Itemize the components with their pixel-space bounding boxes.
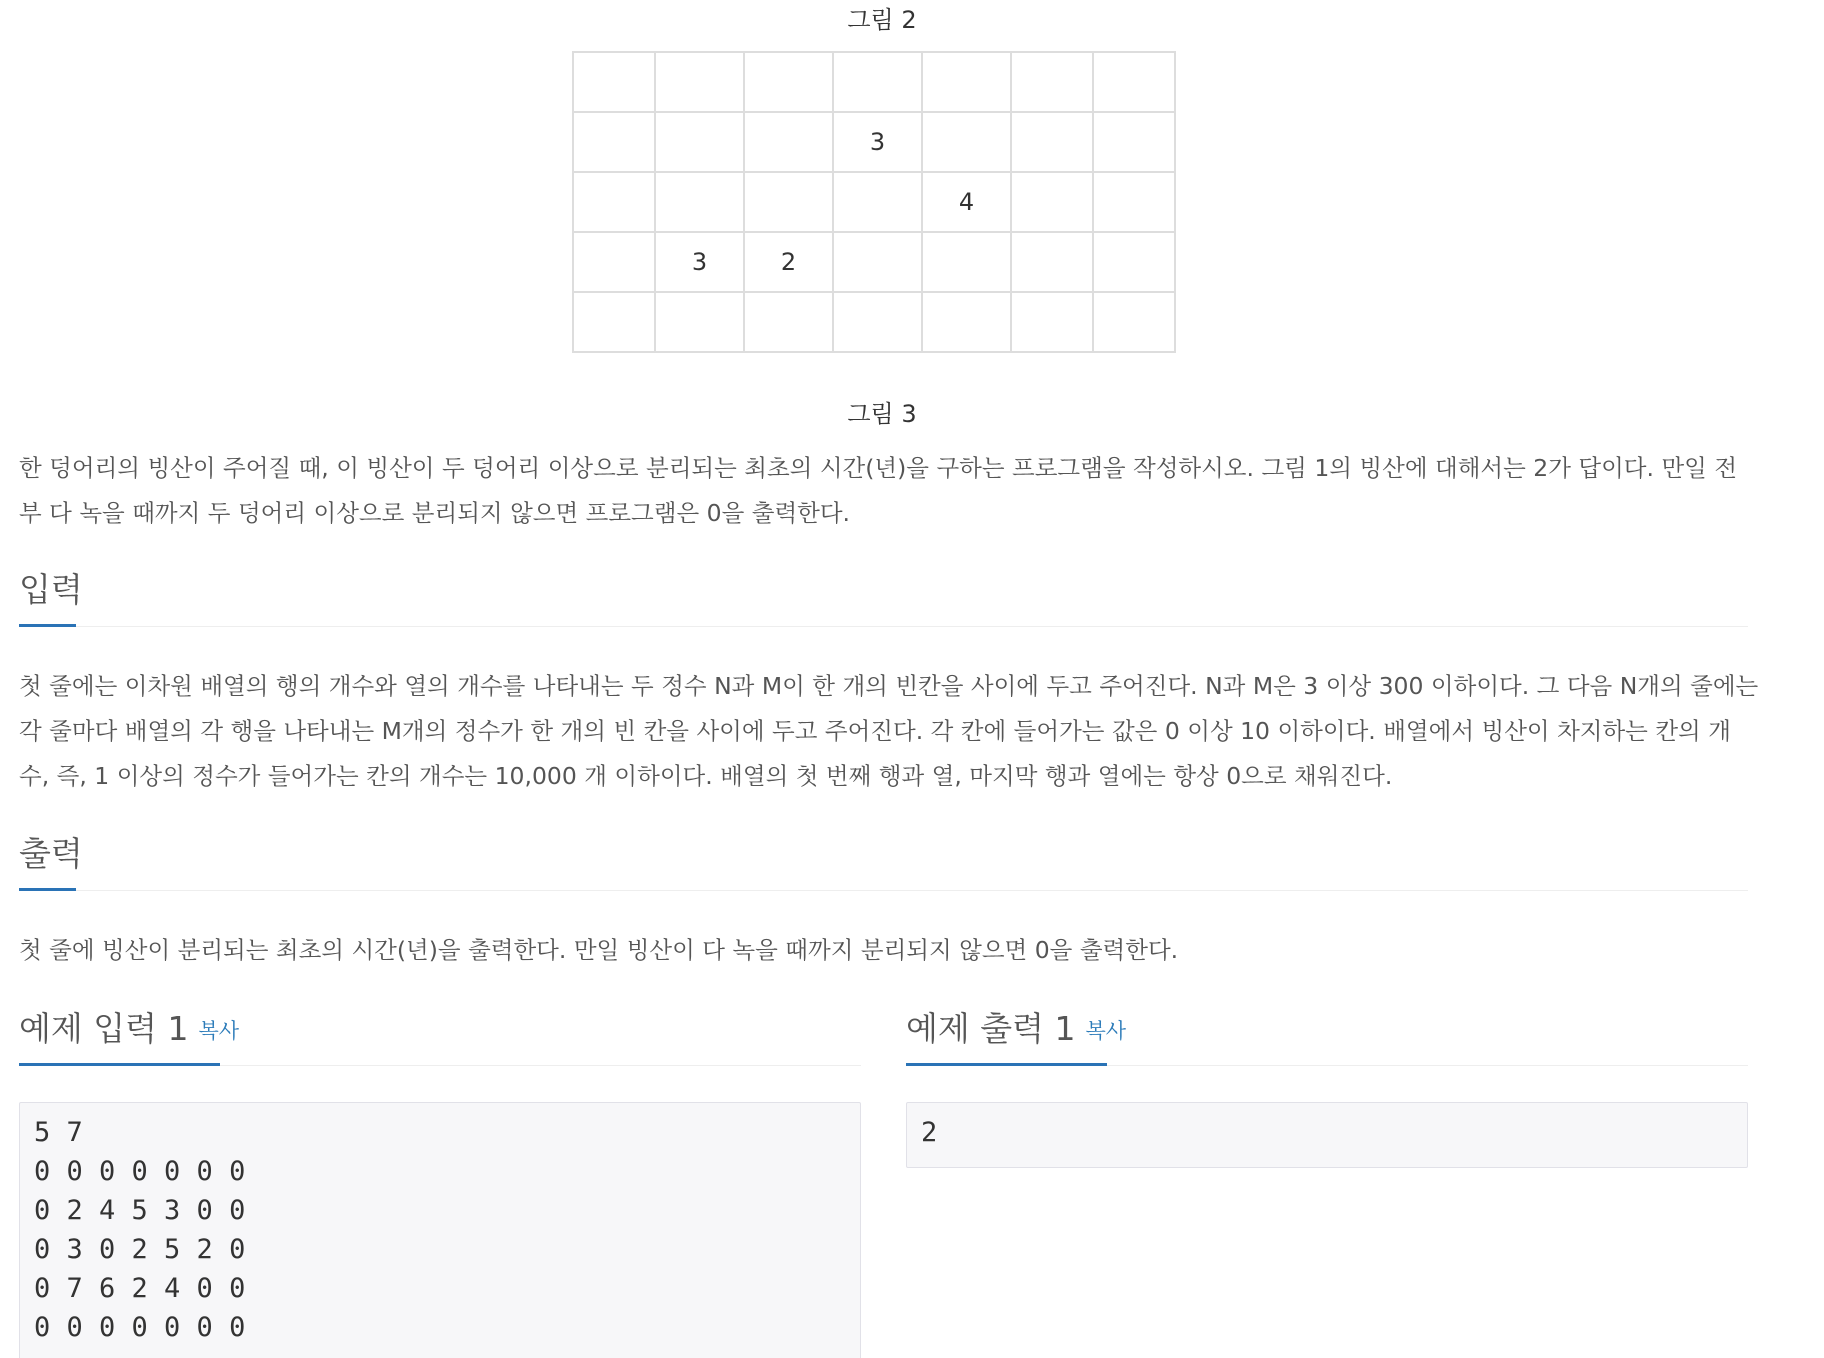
figure-3-grid bbox=[572, 51, 1176, 353]
sample-input-title bbox=[19, 1007, 239, 1053]
sample-input-code: 5 7 0 0 0 0 0 0 0 0 2 4 5 3 0 0 0 3 0 2 5 2 0 0 7 6 2 4 0 0 0 0 0 0 0 0 0 bbox=[19, 1102, 861, 1358]
sample-input-title-text: 예제 입력 1 bbox=[19, 1009, 189, 1048]
grid-cell bbox=[744, 172, 833, 232]
sample-output-title bbox=[906, 1007, 1126, 1053]
output-section-title: 출력 bbox=[19, 834, 83, 873]
grid-cell bbox=[833, 232, 922, 292]
grid-cell bbox=[655, 52, 744, 112]
grid-row bbox=[573, 112, 1175, 172]
grid-cell bbox=[655, 292, 744, 352]
figure-2-caption: 그림 2 bbox=[847, 6, 917, 34]
figure-3-caption: 그림 3 bbox=[847, 400, 917, 428]
grid-cell bbox=[655, 112, 744, 172]
input-section-accent bbox=[19, 624, 76, 627]
grid-row bbox=[573, 292, 1175, 352]
grid-cell bbox=[833, 172, 922, 232]
grid-cell bbox=[922, 112, 1011, 172]
grid-cell bbox=[1011, 232, 1093, 292]
grid-cell: 4 bbox=[922, 172, 1011, 232]
grid-cell bbox=[573, 112, 655, 172]
grid-cell bbox=[1011, 292, 1093, 352]
grid-cell bbox=[1093, 172, 1175, 232]
grid-cell bbox=[744, 112, 833, 172]
grid-cell bbox=[573, 52, 655, 112]
grid-cell bbox=[1093, 112, 1175, 172]
grid-cell bbox=[1011, 52, 1093, 112]
grid-row bbox=[573, 52, 1175, 112]
sample-input-accent bbox=[19, 1063, 220, 1066]
sample-output-accent bbox=[906, 1063, 1107, 1066]
grid-cell bbox=[922, 232, 1011, 292]
output-section-rule bbox=[19, 890, 1748, 891]
input-section-rule bbox=[19, 626, 1748, 627]
grid-cell bbox=[573, 292, 655, 352]
grid-row bbox=[573, 172, 1175, 232]
input-section-title: 입력 bbox=[19, 570, 83, 609]
grid-cell bbox=[1093, 232, 1175, 292]
input-description: 첫 줄에는 이차원 배열의 행의 개수와 열의 개수를 나타내는 두 정수 N과 M이 한 개의 빈칸을 사이에 두고 주어진다. N과 M은 3 이상 300 이하이다. 그 다음 N개의 줄에는 각 줄마다 배열의 각 행을 나타내는 M개의 정수가 한 개의 빈 칸을 사이에 두고 주어진다. 각 칸에 들어가는 값은 0 이상 10 이하이다. 배열에서 빙산이 차지하는 칸의 개수, 즉, 1 이상의 정수가 들어가는 칸의 개수는 10,000 개 이하이다. 배열의 첫 번째 행과 열, 마지막 행과 열에는 항상 0으로 채워진다. bbox=[19, 672, 1759, 790]
grid-cell bbox=[573, 232, 655, 292]
grid-cell bbox=[1011, 172, 1093, 232]
grid-cell bbox=[922, 52, 1011, 112]
output-description: 첫 줄에 빙산이 분리되는 최초의 시간(년)을 출력한다. 만일 빙산이 다 녹을 때까지 분리되지 않으면 0을 출력한다. bbox=[19, 936, 1179, 964]
grid-row bbox=[573, 232, 1175, 292]
copy-sample-output-button[interactable]: 복사 bbox=[1085, 1019, 1127, 1043]
grid-cell: 2 bbox=[744, 232, 833, 292]
grid-cell bbox=[1093, 52, 1175, 112]
problem-description: 한 덩어리의 빙산이 주어질 때, 이 빙산이 두 덩어리 이상으로 분리되는 최초의 시간(년)을 구하는 프로그램을 작성하시오. 그림 1의 빙산에 대해서는 2가 답이다. 만일 전부 다 녹을 때까지 두 덩어리 이상으로 분리되지 않으면 프로그램은 0을 출력한다. bbox=[19, 454, 1738, 527]
grid-cell bbox=[744, 292, 833, 352]
grid-cell bbox=[655, 172, 744, 232]
grid-cell: 3 bbox=[833, 112, 922, 172]
grid-cell bbox=[573, 172, 655, 232]
copy-sample-input-button[interactable]: 복사 bbox=[198, 1019, 240, 1043]
grid-cell bbox=[744, 52, 833, 112]
grid-cell: 3 bbox=[655, 232, 744, 292]
grid-cell bbox=[1093, 292, 1175, 352]
sample-output-code: 2 bbox=[906, 1102, 1748, 1168]
grid-cell bbox=[833, 52, 922, 112]
grid-cell bbox=[833, 292, 922, 352]
sample-output-title-text: 예제 출력 1 bbox=[906, 1009, 1076, 1048]
grid-cell bbox=[922, 292, 1011, 352]
output-section-accent bbox=[19, 888, 76, 891]
grid-cell bbox=[1011, 112, 1093, 172]
